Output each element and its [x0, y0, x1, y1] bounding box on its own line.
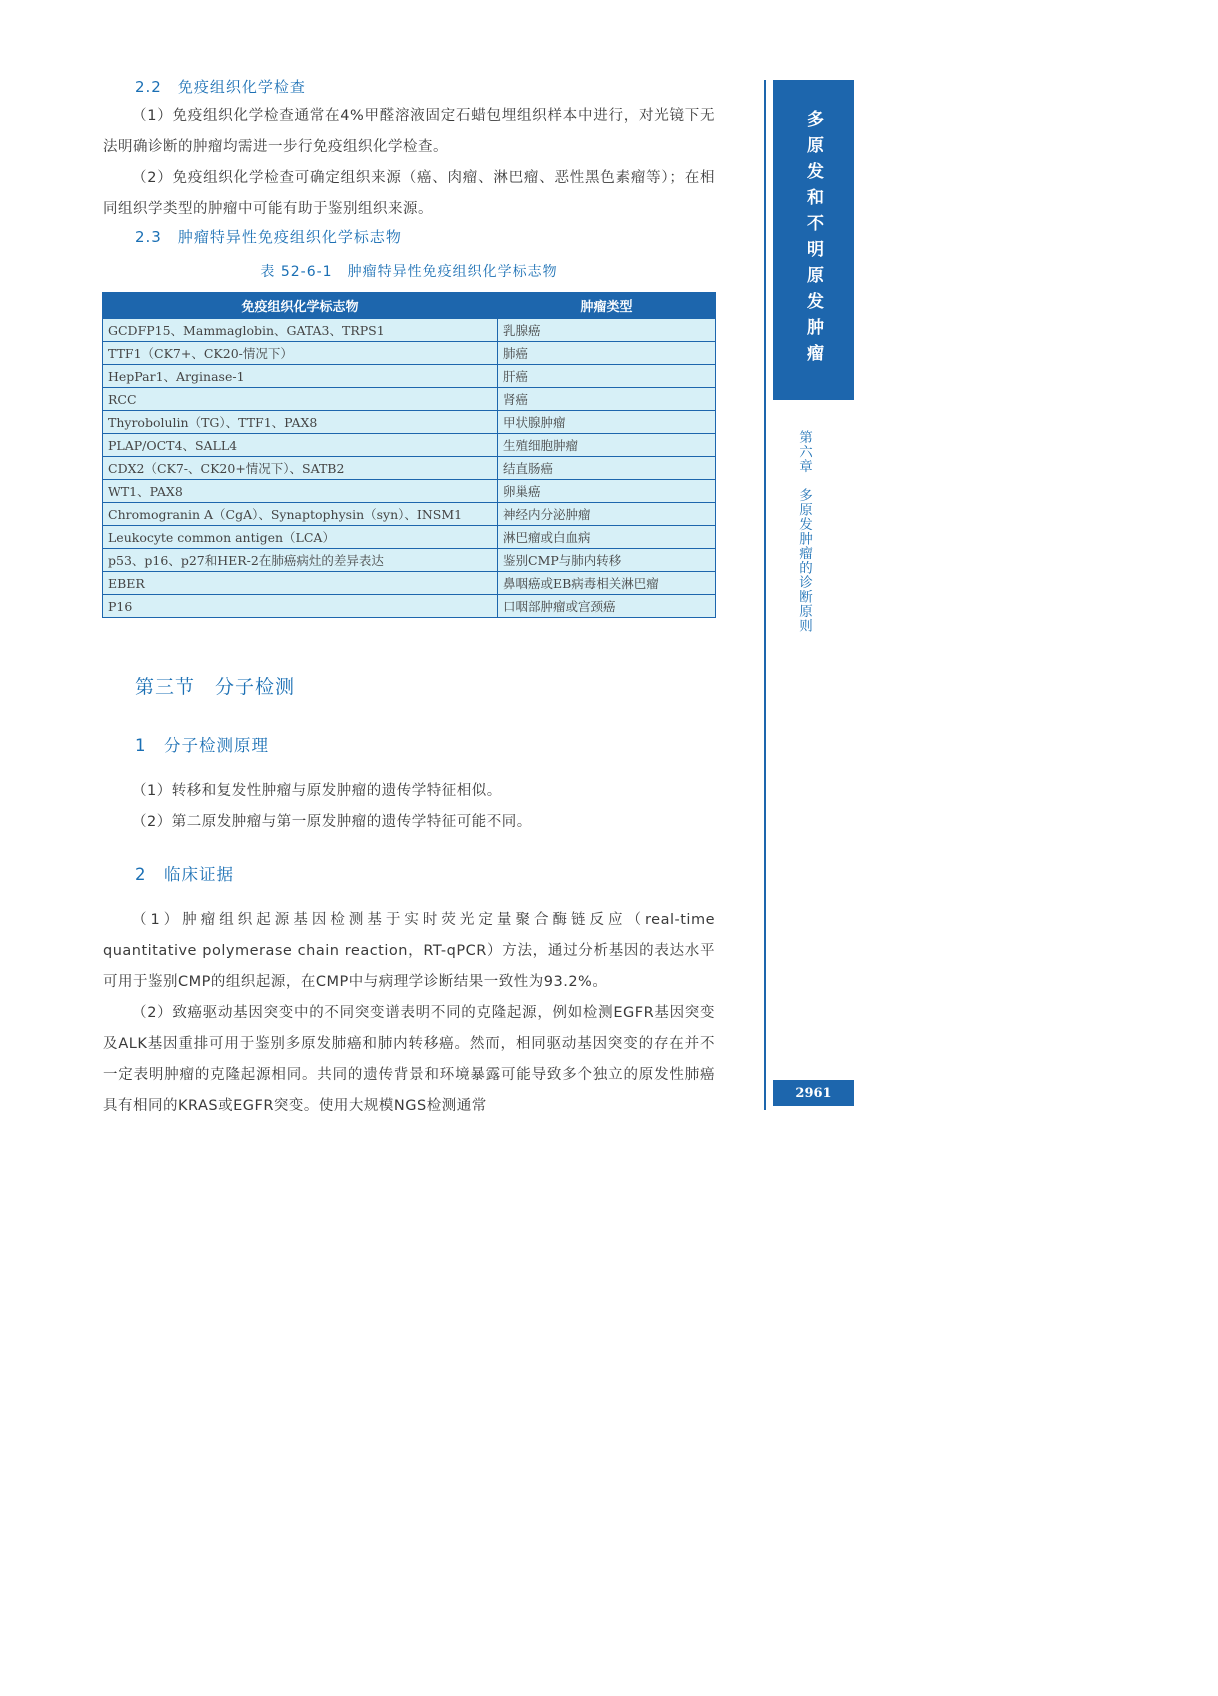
tumor-type-cell: 神经内分泌肿瘤 [498, 503, 716, 526]
marker-cell: GCDFP15、Mammaglobin、GATA3、TRPS1 [103, 319, 498, 342]
tumor-type-cell: 生殖细胞肿瘤 [498, 434, 716, 457]
marker-cell: EBER [103, 572, 498, 595]
marker-cell: Chromogranin A（CgA）、Synaptophysin（syn）、INSM1 [103, 503, 498, 526]
paragraph: （1）转移和复发性肿瘤与原发肿瘤的遗传学特征相似。 [132, 783, 502, 799]
margin-rule [764, 80, 766, 1110]
tumor-type-cell: 甲状腺肿瘤 [498, 411, 716, 434]
table-caption: 表 52-6-1 肿瘤特异性免疫组织化学标志物 [260, 264, 558, 280]
tumor-type-cell: 肾癌 [498, 388, 716, 411]
marker-cell: RCC [103, 388, 498, 411]
section-2-2-body [103, 101, 715, 225]
table-header-row [103, 293, 716, 319]
paragraph: （2）致癌驱动基因突变中的不同突变谱表明不同的克隆起源，例如检测EGFR基因突变及ALK基因重排可用于鉴别多原发肺癌和肺内转移癌。然而，相同驱动基因突变的存在并不一定表明肿瘤的克隆起源相同。共同的遗传背景和环境暴露可能导致多个独立的原发性肺癌具有相同的KRAS或EGFR突变。使用大规模NGS检测通常 [103, 1005, 715, 1114]
tumor-type-cell: 肺癌 [498, 342, 716, 365]
marker-cell: HepPar1、Arginase-1 [103, 365, 498, 388]
table-row [103, 480, 716, 503]
marker-cell: WT1、PAX8 [103, 480, 498, 503]
part-tab-label: 多原发和不明原发肿瘤 [803, 110, 823, 370]
table-row [103, 457, 716, 480]
paragraph: （1）肿瘤组织起源基因检测基于实时荧光定量聚合酶链反应（real-time quantitative polymerase chain reaction，RT-qPCR）方法，通过分析基因的表达水平可用于鉴别CMP的组织起源，在CMP中与病理学诊断结果一致性为93.2%。 [103, 912, 715, 990]
table-row [103, 549, 716, 572]
table-row [103, 595, 716, 618]
tumor-type-cell: 鼻咽癌或EB病毒相关淋巴瘤 [498, 572, 716, 595]
table-row [103, 365, 716, 388]
chapter-label: 第六章 多原发肿瘤的诊断原则 [796, 430, 812, 633]
tumor-type-cell: 淋巴瘤或白血病 [498, 526, 716, 549]
marker-table [102, 292, 716, 618]
marker-cell: PLAP/OCT4、SALL4 [103, 434, 498, 457]
part-tab [773, 80, 854, 400]
marker-cell: P16 [103, 595, 498, 618]
table-row [103, 572, 716, 595]
clinical-evidence-body [103, 905, 715, 1122]
paragraph: （2）第二原发肿瘤与第一原发肿瘤的遗传学特征可能不同。 [132, 814, 532, 830]
table-row [103, 434, 716, 457]
paragraph: （1）免疫组织化学检查通常在4%甲醛溶液固定石蜡包埋组织样本中进行，对光镜下无法明确诊断的肿瘤均需进一步行免疫组织化学检查。 [103, 108, 715, 155]
paragraph: （2）免疫组织化学检查可确定组织来源（癌、肉瘤、淋巴瘤、恶性黑色素瘤等）；在相同组织学类型的肿瘤中可能有助于鉴别组织来源。 [103, 170, 715, 217]
clinical-evidence-heading: 2 临床证据 [135, 865, 234, 884]
section-2-3-heading: 2.3 肿瘤特异性免疫组织化学标志物 [135, 228, 402, 246]
tumor-type-cell: 卵巢癌 [498, 480, 716, 503]
marker-cell: Leukocyte common antigen（LCA） [103, 526, 498, 549]
column-header-tumor-type: 肿瘤类型 [498, 293, 716, 319]
table-body [103, 319, 716, 618]
table-row [103, 319, 716, 342]
section-2-2-heading: 2.2 免疫组织化学检查 [135, 78, 306, 96]
molecular-principle-body [103, 776, 715, 838]
marker-cell: CDX2（CK7-、CK20+情况下）、SATB2 [103, 457, 498, 480]
tumor-type-cell: 结直肠癌 [498, 457, 716, 480]
table-row [103, 342, 716, 365]
marker-cell: TTF1（CK7+、CK20-情况下） [103, 342, 498, 365]
table-row [103, 526, 716, 549]
tumor-type-cell: 乳腺癌 [498, 319, 716, 342]
tumor-type-cell: 肝癌 [498, 365, 716, 388]
section-3-title: 第三节 分子检测 [135, 676, 296, 698]
tumor-type-cell: 鉴别CMP与肺内转移 [498, 549, 716, 572]
page-number: 2961 [773, 1080, 854, 1106]
marker-cell: p53、p16、p27和HER-2在肺癌病灶的差异表达 [103, 549, 498, 572]
tumor-type-cell: 口咽部肿瘤或宫颈癌 [498, 595, 716, 618]
molecular-principle-heading: 1 分子检测原理 [135, 736, 269, 755]
column-header-marker: 免疫组织化学标志物 [103, 293, 498, 319]
table-row [103, 503, 716, 526]
table-row [103, 388, 716, 411]
marker-cell: Thyrobolulin（TG）、TTF1、PAX8 [103, 411, 498, 434]
table-row [103, 411, 716, 434]
